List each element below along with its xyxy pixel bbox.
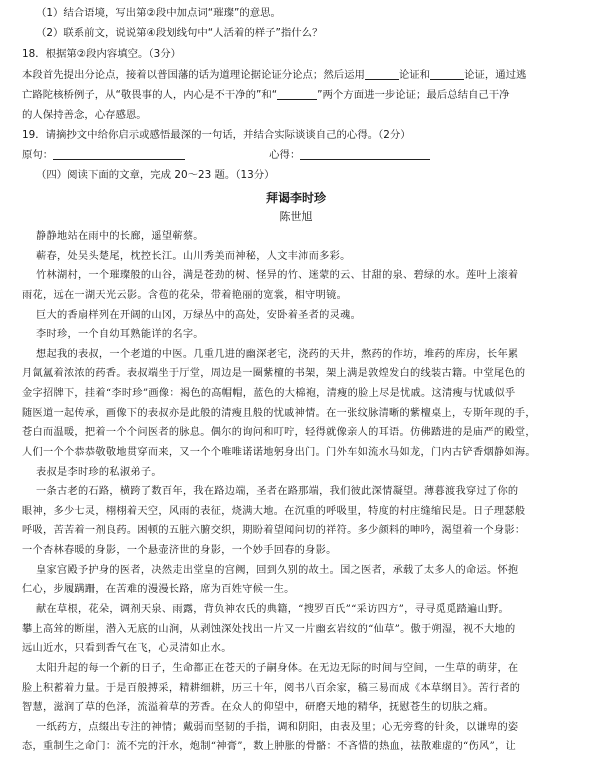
article-line: 竹林湖村，一个璀璨般的山谷，满是苍劲的树、怪异的竹、迷蒙的云、甘甜的泉、碧绿的水。莲叶上滚着: [36, 270, 519, 282]
q18-text-2a: 亡路陀核桥例子，从“敬畏事的人，内心是不干净的”和“: [22, 89, 278, 101]
article-line: 攀上高耸的断崖，潜入无底的山涧，从剥蚀深处找出一片又一片幽玄岩纹的“仙草”。傲于朔湿，视不大地的: [22, 623, 516, 635]
q18-text-1b: 论证和: [398, 69, 431, 81]
source-label: 原句：: [22, 149, 54, 161]
q18-blank-1[interactable]: [365, 68, 399, 80]
article-line: 一个杏林春暖的身影，一个悬壶济世的身影，一个妙手回春的身影。: [22, 545, 337, 557]
question-19-answer-row: [22, 148, 578, 162]
question-18-line-2: [22, 88, 578, 102]
question-17-sub1: （1）结合语境，写出第②段中加点词“璀璨”的意思。: [36, 7, 281, 19]
article-title: 拜谒李时珍: [265, 191, 326, 205]
article-line: 表叔是李时珍的私淑弟子。: [36, 466, 162, 478]
article-line: 态，重制生之命门：流不完的汗水，炮制“神膏”，数上肿胀的骨骼：不吝惜的热血，祛散难虚的“伤风”，让: [22, 741, 516, 753]
q18-text-1c: 论证，通过逃: [464, 69, 527, 81]
article-line: 李时珍，一个自幼耳熟能详的名字。: [36, 329, 204, 341]
article-line: 月氤氲着浓浓的药香。表叔端坐于厅堂，周边是一圈紫檀的书架，架上满是敦煌发白的线装古籍。中堂尾色的: [22, 368, 526, 380]
article-line: 献在草根，花朵，调剂天泉、雨露，背负神农氏的典籍，“搜罗百氏”“采访四方”，寻寻觅觅踏遍山野。: [36, 604, 509, 615]
q18-blank-3[interactable]: [277, 88, 317, 100]
article-line: 智慧，滋润了草的色泽，流溢着草的芳香。在众人的仰望中，研磨天地的精华，抚慰苍生的切肤之痛。: [22, 702, 494, 714]
article-line: 一纸药方，点缀出专注的神情；戴弱而坚韧的手指，调和阴阳，由表及里；心无旁骛的针灸，以谦卑的姿: [36, 721, 519, 733]
article-line: 呼吸，苦苦着一剂良药。困顿的五脏六腑交织，期盼着望闻问切的祥符。多少颜料的呻吟，渴望着一个身影：: [22, 525, 526, 537]
article-line: 一条古老的石路，横跨了数百年，我在路边端，圣者在路那端，我们彼此深情凝望。薄暮渡我穿过了你的: [36, 486, 519, 498]
article-line: 想起我的表叔，一个老道的中医。几重几进的幽深老宅，浇药的天井，熬药的作坊，堆药的库房，长年累: [36, 348, 519, 360]
article-line: 仁心，步履蹒跚，在苦难的漫漫长路，席为百姓守候一生。: [22, 584, 295, 596]
question-18-line-1: [22, 68, 578, 82]
q18-blank-2[interactable]: [430, 68, 464, 80]
insight-blank[interactable]: [300, 148, 430, 160]
article-line: 太阳升起的每一个新的日子，生命都正在苍天的子嗣身体。在无边无际的时间与空间，一生草的萌芽，在: [36, 662, 519, 674]
article-line: 巨大的香扇样列在开阔的山冈，万绿丛中的高处，安卧着圣者的灵魂。: [36, 309, 362, 321]
article-line: 眼神，多少七灵，栩栩着天空，风雨的表征，烧满大地。在沉重的呼吸里，特度的村庄缝缩民是。日子理瑟般: [22, 505, 526, 517]
section-4-instruction: （四）阅读下面的文章，完成 20～23 题。（13分）: [36, 169, 275, 181]
question-19-heading: 19．请摘抄文中给你启示或感悟最深的一句话，并结合实际谈谈自己的心得。（2分）: [22, 129, 411, 141]
question-18-heading: 18．根据第②段内容填空。（3分）: [22, 48, 182, 60]
article-line: 雨花，远在一湖天光云影。含苞的花朵，带着艳丽的宽裳，相守明镜。: [22, 289, 348, 301]
article-line: 脸上积蓄着力量。于是百般搏采，精耕细耕，历三十年，阅书八百余家，稿三易而成《本草纲目》。苦行者的: [22, 682, 521, 694]
source-sentence-blank[interactable]: [53, 148, 185, 160]
question-18-line-3: 的人保持善念，心存感恩。: [22, 109, 147, 121]
q18-text-2b: ”两个方面进一步论证；最后总结自己干净: [317, 89, 510, 101]
article-line: 蕲春，处吴头楚尾，枕控长江。山川秀美而神秘，人文丰沛而多彩。: [36, 250, 351, 262]
question-17-sub2: （2）联系前文，说说第④段划线句中“人活着的样子”指什么？: [36, 27, 323, 39]
article-line: 人们一个个恭恭敬敬地贯穿而来，又一个个唯唯诺诺地躬身出门。门外车如流水马如龙，门内古铲香烟静如海。: [22, 446, 536, 458]
article-line: 皇家宫殿予护身的医者，决然走出堂皇的宫阙，回到久别的故土。国之医者，承载了太多人的命运。怀抱: [36, 564, 519, 576]
article-line: 苍白而温暖，把着一个个问医者的脉息。偶尔的询问和叮咛，轻得就像亲人的耳语。仿佛踏进的是庙严的殿堂，: [22, 427, 536, 439]
article-line: 随医道一起传承，画像下的表叔亦是此般的清瘦且般的忧戚神情。在一张纹脉清晰的紫檀桌上，专斯年现的手，: [22, 407, 536, 419]
q18-text-1a: 本段首先提出分论点，接着以普国藩的话为道理论据论证分论点；然后运用: [22, 69, 365, 81]
article-line: 远山近水，只看到香气在飞，心灵清如止水。: [22, 643, 232, 655]
insight-label: 心得：: [269, 149, 301, 161]
article-line: 静静地站在雨中的长廊，遥望蕲蔡。: [36, 231, 204, 242]
article-line: 金字招牌下，挂着“李时珍”画像：褐色的高帽帽，蓝色的大棉袍，清瘦的脸上尽是忧戚。这清瘦与忧戚似乎: [22, 388, 516, 399]
article-author: 陈世旭: [279, 210, 313, 223]
